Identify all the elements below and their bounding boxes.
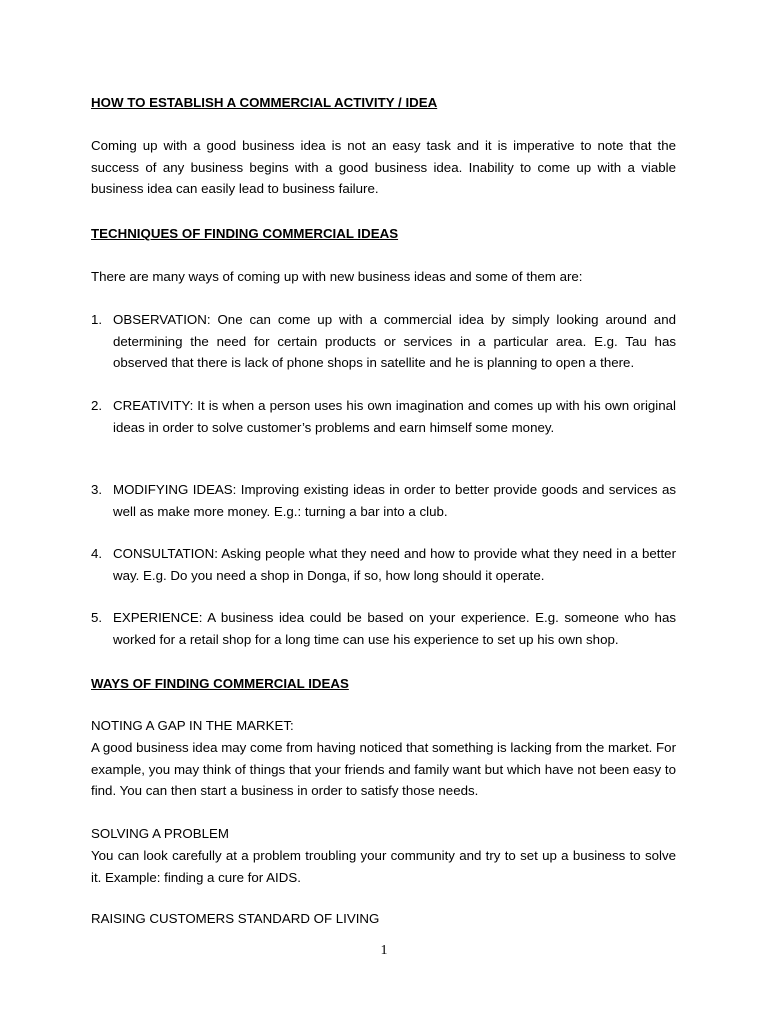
techniques-heading: TECHNIQUES OF FINDING COMMERCIAL IDEAS bbox=[91, 226, 399, 241]
list-number: 2. bbox=[91, 398, 103, 413]
intro-paragraph: Coming up with a good business idea is not an easy task and it is imperative to note that the success of any business begins with a good business idea. Inability to come up with a viable business idea can easily lead to business failure. bbox=[91, 138, 676, 197]
list-item-text: CONSULTATION: Asking people what they need and how to provide what they need in a better way. E.g. Do you need a shop in Donga, if so, how long should it operate. bbox=[113, 546, 676, 583]
technique-item-experience bbox=[91, 607, 676, 650]
list-number: 4. bbox=[91, 546, 103, 561]
technique-item-consultation bbox=[91, 543, 676, 586]
list-number: 3. bbox=[91, 482, 103, 497]
list-number: 1. bbox=[91, 312, 103, 327]
technique-item-creativity bbox=[91, 395, 676, 438]
list-number: 5. bbox=[91, 610, 103, 625]
technique-item-observation bbox=[91, 309, 676, 374]
section-text-gap-in-market: A good business idea may come from having noticed that something is lacking from the market. For example, you may think of things that your friends and family want but which have not been easy to find. You can then start a business in order to satisfy those needs. bbox=[91, 740, 676, 799]
section-text-solving-problem: You can look carefully at a problem troubling your community and try to set up a business to solve it. Example: finding a cure for AIDS. bbox=[91, 848, 676, 885]
list-item-text: MODIFYING IDEAS: Improving existing ideas in order to better provide goods and services as well as make more money. E.g.: turning a bar into a club. bbox=[113, 482, 676, 519]
list-item-text: EXPERIENCE: A business idea could be based on your experience. E.g. someone who has worked for a retail shop for a long time can use his experience to set up his own shop. bbox=[113, 610, 676, 647]
ways-heading: WAYS OF FINDING COMMERCIAL IDEAS bbox=[91, 676, 349, 691]
section-label-raising-standard: RAISING CUSTOMERS STANDARD OF LIVING bbox=[91, 911, 380, 926]
techniques-intro: There are many ways of coming up with new business ideas and some of them are: bbox=[91, 269, 583, 284]
technique-item-modifying-ideas bbox=[91, 479, 676, 522]
list-item-text: CREATIVITY: It is when a person uses his own imagination and comes up with his own original ideas in order to solve customer’s problems and earn himself some money. bbox=[113, 398, 676, 435]
section-label-gap-in-market: NOTING A GAP IN THE MARKET: bbox=[91, 718, 294, 733]
section-label-solving-problem: SOLVING A PROBLEM bbox=[91, 826, 229, 841]
list-item-text: OBSERVATION: One can come up with a commercial idea by simply looking around and determining the need for certain products or services in a particular area. E.g. Tau has observed that there is lack of phone shops in satellite and he is planning to open a there. bbox=[113, 312, 676, 371]
document-title: HOW TO ESTABLISH A COMMERCIAL ACTIVITY / IDEA bbox=[91, 95, 438, 110]
page-number: 1 bbox=[380, 943, 388, 958]
